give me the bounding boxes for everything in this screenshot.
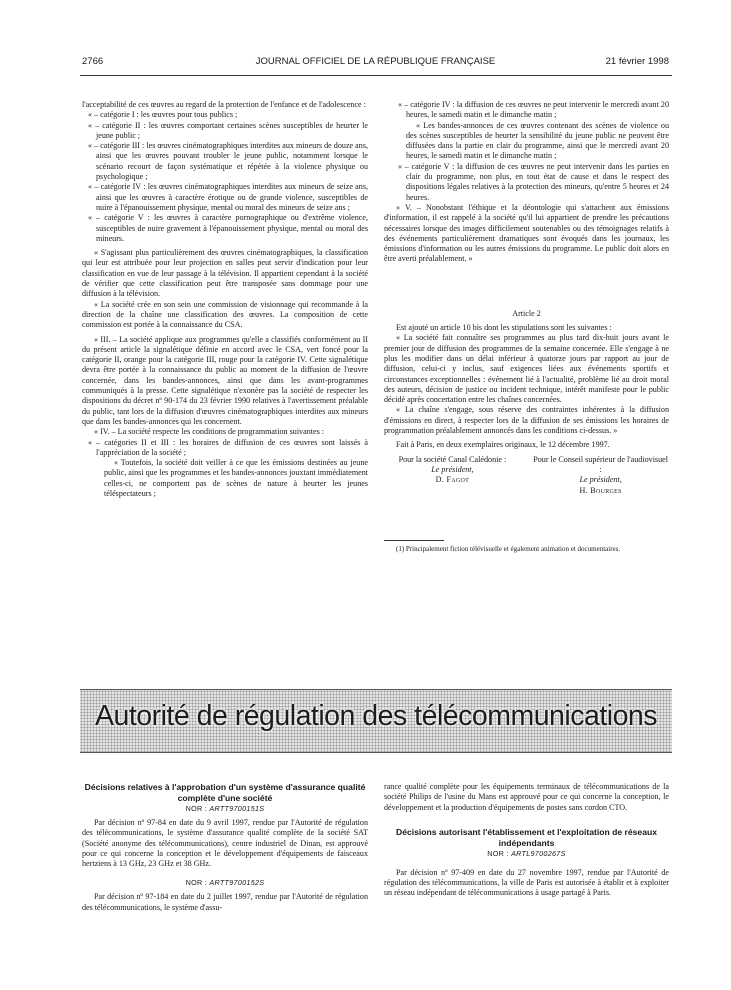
paragraph: Par décision nº 97-409 en date du 27 novembre 1997, rendue par l'Autorité de régulation des télécommunications, la ville de Paris est autorisée à établir et à exploiter un réseau indépendant de télécommunications à usage partagé à Paris. xyxy=(384,867,669,898)
signature-role: Le président, xyxy=(579,475,622,485)
paragraph: « III. – La société applique aux programmes qu'elle a classifiés conformément au II du présent article la signalétique définie en accord avec le CSA, vert foncé pour la catégorie II, orange pour la catégorie III, rouge pour la catégorie IV. Cette signalétique devra être portée à la connaissance du public au moment de la diffusion de l'œuvre concernée, dans les bandes-annonces, ainsi que dans les avant-programmes communiqués à la presse. Cette signalétique n'exonère pas la société de respecter les dispositions du décret nº 90-174 du 23 février 1990 relatives à l'avertissement préalable du public, tant lors de la diffusion d'œuvres cinématographiques interdites aux mineurs que dans les bandes-annonces qui les concernent. xyxy=(82,334,368,426)
paragraph: Par décision nº 97-184 en date du 2 juillet 1997, rendue par l'Autorité de régulation des télécommunications, le système d'assu- xyxy=(82,892,368,912)
signature-organization: Pour le Conseil supérieur de l'audiovisuel : xyxy=(533,454,668,474)
signature-organization: Pour la société Canal Calédonie : xyxy=(398,454,507,464)
section-banner xyxy=(80,689,672,753)
paragraph: « La société fait connaître ses programmes au plus tard dix-huit jours avant le premier jour de diffusion des programmes de la semaine concernée. Elle s'engage à ne plus les modifier dans un délai inférieur à quatorze jours par rapport au jour de diffusion, celui-ci y inclus, sauf exigences liées aux événements sportifs et circonstances exceptionnelles : événement lié à l'actualité, problème lié au droit moral des auteurs, décision de justice ou incident technique, intérêt manifeste pour le public décidé après concertation entre les chaînes concernées. xyxy=(384,333,669,405)
list-item: « – catégorie IV : les œuvres cinématographiques interdites aux mineurs de seize ans, ainsi que les œuvres à caractère érotique ou de grande violence, susceptibles de nuire à l'épanouissement physique, mental ou moral des mineurs de seize ans ; xyxy=(88,182,368,212)
paragraph: Par décision nº 97-84 en date du 9 avril 1997, rendue par l'Autorité de régulation des télécommunications, le système d'assurance qualité complète de la société SAT (Société anonyme des télécommunications), centre industriel de Dinan, est approuvé pour ce qui concerne la conception et le développement d'équipements de faisceaux hertziens à 13 GHz, 23 GHz et 38 GHz. xyxy=(82,818,368,869)
list-item: « – catégorie I : les œuvres pour tous publics ; xyxy=(88,110,238,120)
header-rule xyxy=(80,75,672,76)
article-heading: Article 2 xyxy=(512,308,541,318)
signature-role: Le président, xyxy=(431,464,474,474)
paragraph: « La chaîne s'engage, sous réserve des contraintes inhérentes à la diffusion d'émissions en direct, à respecter lors de la diffusion de ses émissions les horaires de programmation préalablement annoncés dans les conditions ci-dessus. » xyxy=(384,405,669,436)
nor-reference: NOR : ARTT9700152S xyxy=(185,878,265,888)
paragraph: « Les bandes-annonces de ces œuvres contenant des scènes de violence ou des scènes susceptibles de heurter la sensibilité du jeune public ne peuvent être diffusées dans la partie en clair du programme, ainsi que le mercredi avant 20 heures, le samedi matin et le dimanche matin ; xyxy=(406,120,669,161)
signature-right xyxy=(532,455,669,496)
lower-left-column xyxy=(82,782,368,913)
footnote: (1) Principalement fiction télévisuelle et également animation et documentaires. xyxy=(396,544,621,553)
issue-date: 21 février 1998 xyxy=(605,56,669,67)
list-item: « – catégorie II : les œuvres comportant certaines scènes susceptibles de heurter le jeune public ; xyxy=(88,120,368,140)
section-heading: Décisions relatives à l'approbation d'un système d'assurance qualité complète d'une société xyxy=(84,782,366,803)
footnote-rule xyxy=(384,540,444,541)
journal-title: JOURNAL OFFICIEL DE LA RÉPUBLIQUE FRANÇAISE xyxy=(255,56,496,67)
nor-reference: NOR : ARTL9700267S xyxy=(487,848,566,858)
signature-block xyxy=(384,455,669,496)
signing-statement: Fait à Paris, en deux exemplaires originaux, le 12 décembre 1997. xyxy=(396,440,610,450)
right-column xyxy=(384,100,669,554)
section-heading: Décisions autorisant l'établissement et l'exploitation de réseaux indépendants xyxy=(395,826,658,848)
paragraph: « Toutefois, la société doit veiller à ce que les émissions destinées au jeune public, ainsi que les programmes et les bandes-annonces jouxtant immédiatement celles-ci, ne comportent pas de scènes de nature à heurter les jeunes téléspectateurs ; xyxy=(104,458,368,498)
running-header xyxy=(82,56,669,72)
paragraph: « S'agissant plus particulièrement des œuvres cinématographiques, la classification qui leur est attribuée pour leur projection en salles peut servir d'indication pour leur classification en vue de leur passage à la télévision. Il appartient cependant à la société de vérifier que cette classification peut être transposée sans dommage pour une diffusion à la télévision. xyxy=(82,248,368,299)
page-number: 2766 xyxy=(82,56,104,67)
left-column xyxy=(82,100,368,499)
paragraph: Est ajouté un article 10 bis dont les stipulations sont les suivantes : xyxy=(396,323,612,333)
nor-reference: NOR : ARTT9700151S xyxy=(185,804,265,813)
paragraph: « La société crée en son sein une commission de visionnage qui recommande à la direction de la chaîne une classification des œuvres. La composition de cette commission est portée à la connaissance du CSA. xyxy=(82,299,368,330)
paragraph: « V. – Nonobstant l'éthique et la déontologie qui s'attachent aux émissions d'information, il est rappelé à la société qu'il lui appartient de prendre les précautions nécessaires lorsque des images difficilement soutenables ou des témoignages relatifs à des événements particulièrement dramatiques sont évoqués dans les journaux, les émissions d'information ou les autres émissions du programme. Le public doit alors en être averti préalablement. » xyxy=(384,202,669,264)
paragraph: « IV. – La société respecte les conditions de programmation suivantes : xyxy=(94,427,325,437)
paragraph: rance qualité complète pour les équipements terminaux de télécommunications de la société Philips de l'usine du Mans est approuvé pour ce qui concerne la conception, le développement et la production d'équipements de postes sans cordon CTO. xyxy=(384,782,669,812)
list-item: « – catégorie V : les œuvres à caractère pornographique ou d'extrême violence, susceptibles de nuire gravement à l'épanouissement physique, mental ou moral des mineurs. xyxy=(88,213,368,243)
list-item: « – catégories II et III : les horaires de diffusion de ces œuvres sont laissés à l'appréciation de la société ; xyxy=(88,437,368,457)
signature-name: H. Bourges xyxy=(579,485,622,495)
list-item: « – catégorie IV : la diffusion de ces œuvres ne peut intervenir le mercredi avant 20 heures, le samedi matin et le dimanche matin ; xyxy=(398,100,669,120)
paragraph: l'acceptabilité de ces œuvres au regard de la protection de l'enfance et de l'adolescence : xyxy=(82,100,366,109)
banner-title: Autorité de régulation des télécommunications xyxy=(94,700,658,732)
list-item: « – catégorie III : les œuvres cinématographiques interdites aux mineurs de douze ans, ainsi que les œuvres pouvant troubler le jeune public, notamment lorsque le scénario recourt de façon systématique et répétée à la violence physique ou psychologique ; xyxy=(88,141,368,182)
signature-name: D. Fagot xyxy=(435,475,470,485)
signature-left xyxy=(384,455,521,496)
list-item: « – catégorie V : la diffusion de ces œuvres ne peut intervenir dans les parties en clair du programme, non plus, en tout état de cause et dans le respect des dispositions légales relatives à la protection des mineurs, qu'entre 5 heures et 24 heures. xyxy=(398,161,669,202)
lower-right-column xyxy=(384,782,669,899)
